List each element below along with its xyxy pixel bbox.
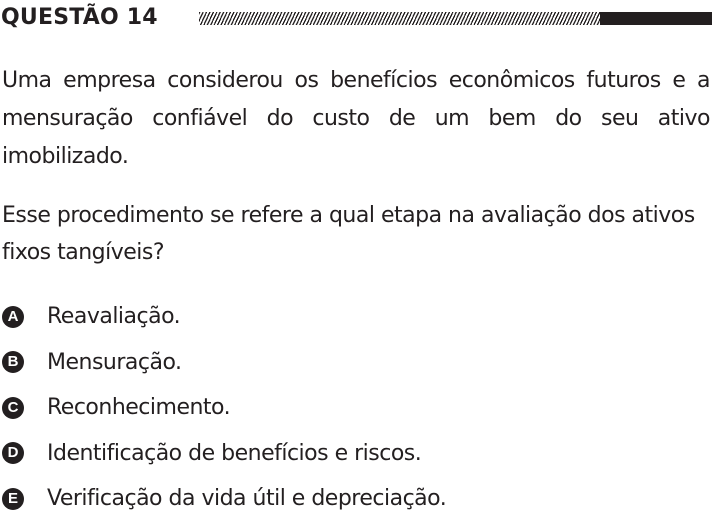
option-a[interactable] — [0, 294, 712, 340]
question-header — [0, 4, 712, 32]
question-prompt: Esse procedimento se refere a qual etapa na avaliação dos ativos fixos tangíveis? — [2, 203, 695, 265]
answer-options — [0, 294, 712, 522]
option-e-text: Verificação da vida útil e depreciação. — [47, 486, 447, 512]
option-e-letter-icon: E — [2, 488, 24, 510]
header-black-bar — [600, 12, 712, 25]
question-number: QUESTÃO 14 — [1, 5, 158, 30]
option-c-text: Reconhecimento. — [47, 395, 231, 421]
option-d[interactable] — [0, 431, 712, 477]
option-a-text: Reavaliação. — [47, 304, 181, 330]
option-d-letter-icon: D — [2, 442, 24, 464]
option-c[interactable] — [0, 385, 712, 431]
question-stem: Uma empresa considerou os benefícios econômicos futuros e a mensuração confiável do custo de um bem do seu ativo imobilizado. — [2, 68, 710, 169]
option-a-letter-icon: A — [2, 306, 24, 328]
option-b-text: Mensuração. — [47, 349, 182, 375]
option-b-letter-icon: B — [2, 351, 24, 373]
option-b[interactable] — [0, 340, 712, 386]
hatched-divider — [199, 12, 601, 25]
option-c-letter-icon: C — [2, 397, 24, 419]
option-e[interactable] — [0, 476, 712, 522]
option-d-text: Identificação de benefícios e riscos. — [47, 440, 422, 466]
